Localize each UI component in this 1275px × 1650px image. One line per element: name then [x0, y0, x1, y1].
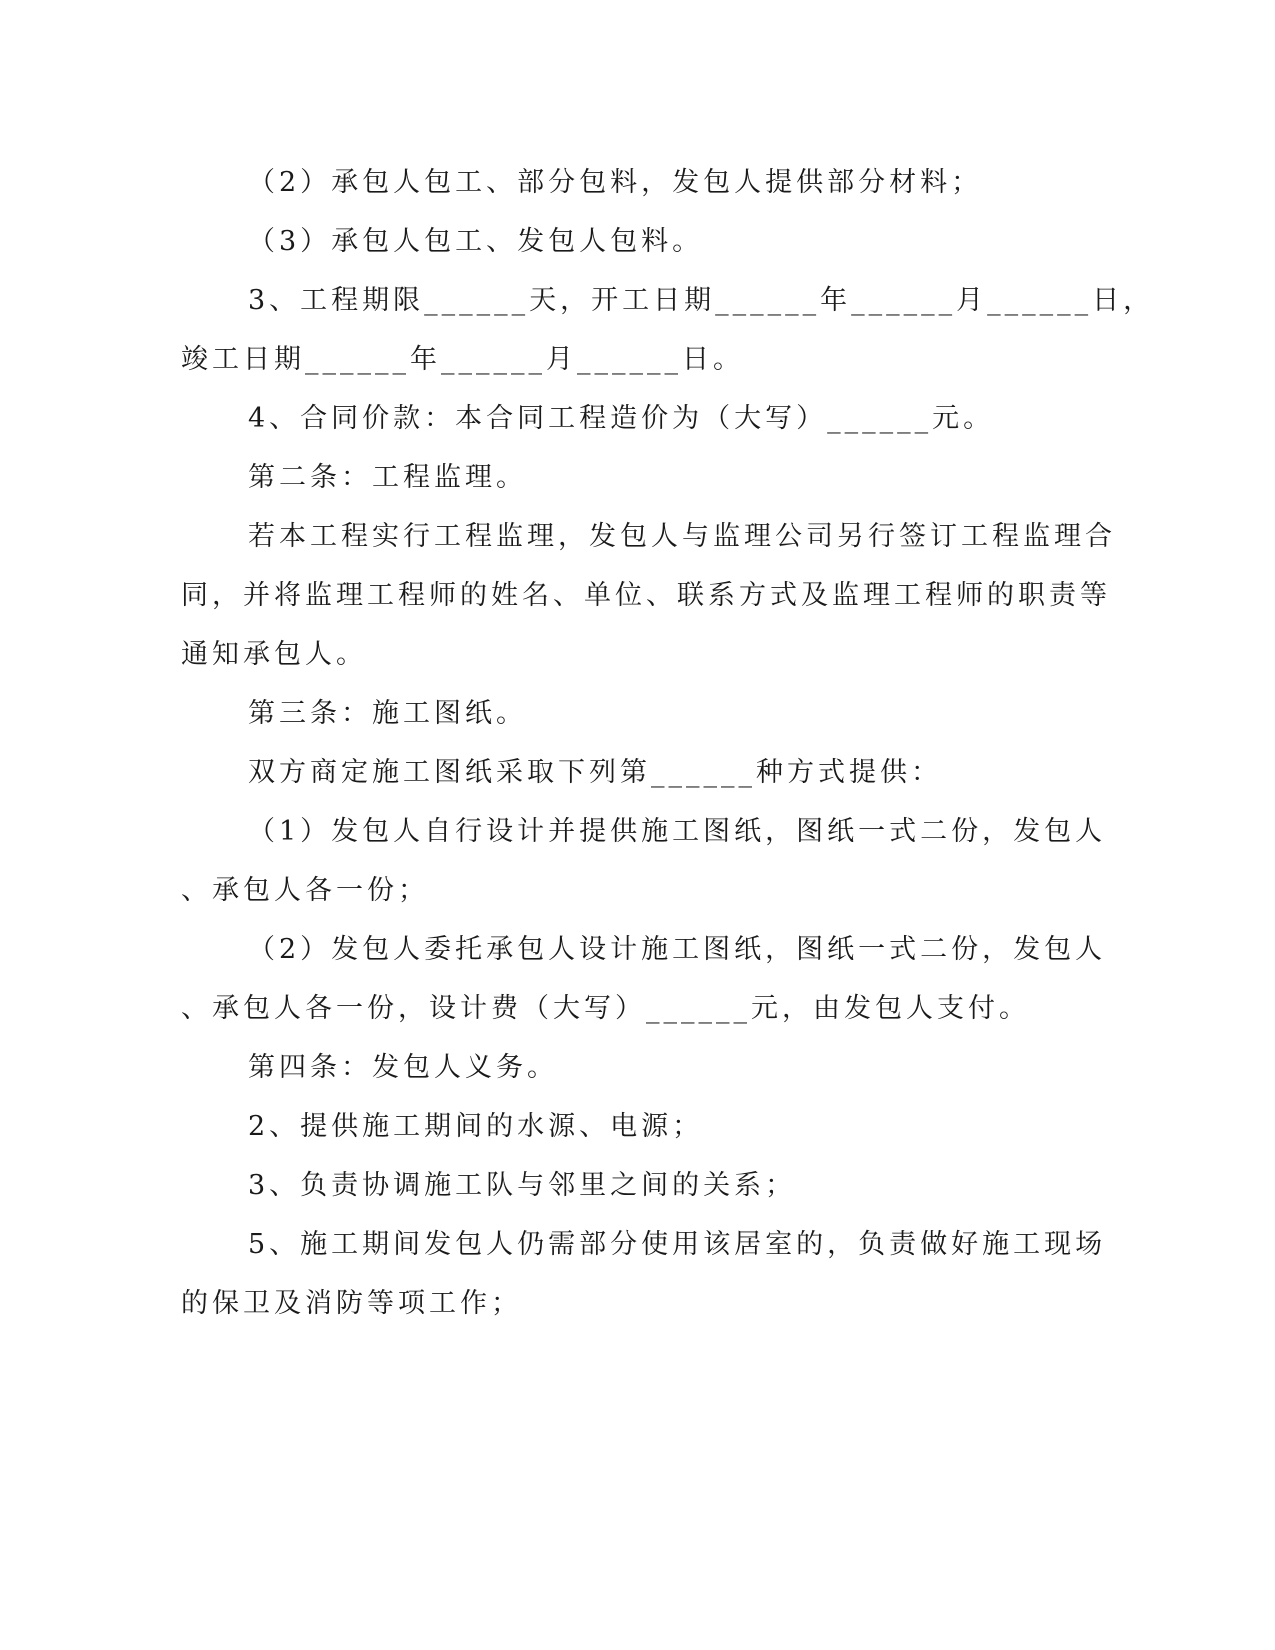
section-heading: 第三条：施工图纸。	[248, 698, 527, 729]
text-line: 、承包人各一份，设计费（大写）______元，由发包人支付。	[181, 993, 1030, 1024]
text-line: 同，并将监理工程师的姓名、单位、联系方式及监理工程师的职责等	[181, 580, 1111, 611]
text-line: （1）发包人自行设计并提供施工图纸，图纸一式二份，发包人	[248, 816, 1107, 847]
text-line: 2、提供施工期间的水源、电源；	[248, 1111, 704, 1142]
text-line: 的保卫及消防等项工作；	[181, 1288, 522, 1319]
text-line: （2）发包人委托承包人设计施工图纸，图纸一式二份，发包人	[248, 934, 1107, 965]
text-line: 竣工日期______年______月______日。	[181, 344, 744, 375]
text-line: （3）承包人包工、发包人包料。	[248, 226, 704, 257]
section-heading: 第二条：工程监理。	[248, 462, 527, 493]
text-line: 3、工程期限______天，开工日期______年______月______日，	[248, 285, 1155, 316]
text-line: 通知承包人。	[181, 639, 367, 670]
text-line: 5、施工期间发包人仍需部分使用该居室的，负责做好施工现场	[248, 1229, 1107, 1260]
text-line: 、承包人各一份；	[181, 875, 429, 906]
text-line: 4、合同价款：本合同工程造价为（大写）______元。	[248, 403, 995, 434]
text-line: 双方商定施工图纸采取下列第______种方式提供：	[248, 757, 942, 788]
text-line: 3、负责协调施工队与邻里之间的关系；	[248, 1170, 797, 1201]
text-line: 若本工程实行工程监理，发包人与监理公司另行签订工程监理合	[248, 521, 1116, 552]
section-heading: 第四条：发包人义务。	[248, 1052, 558, 1083]
text-line: （2）承包人包工、部分包料，发包人提供部分材料；	[248, 167, 983, 198]
